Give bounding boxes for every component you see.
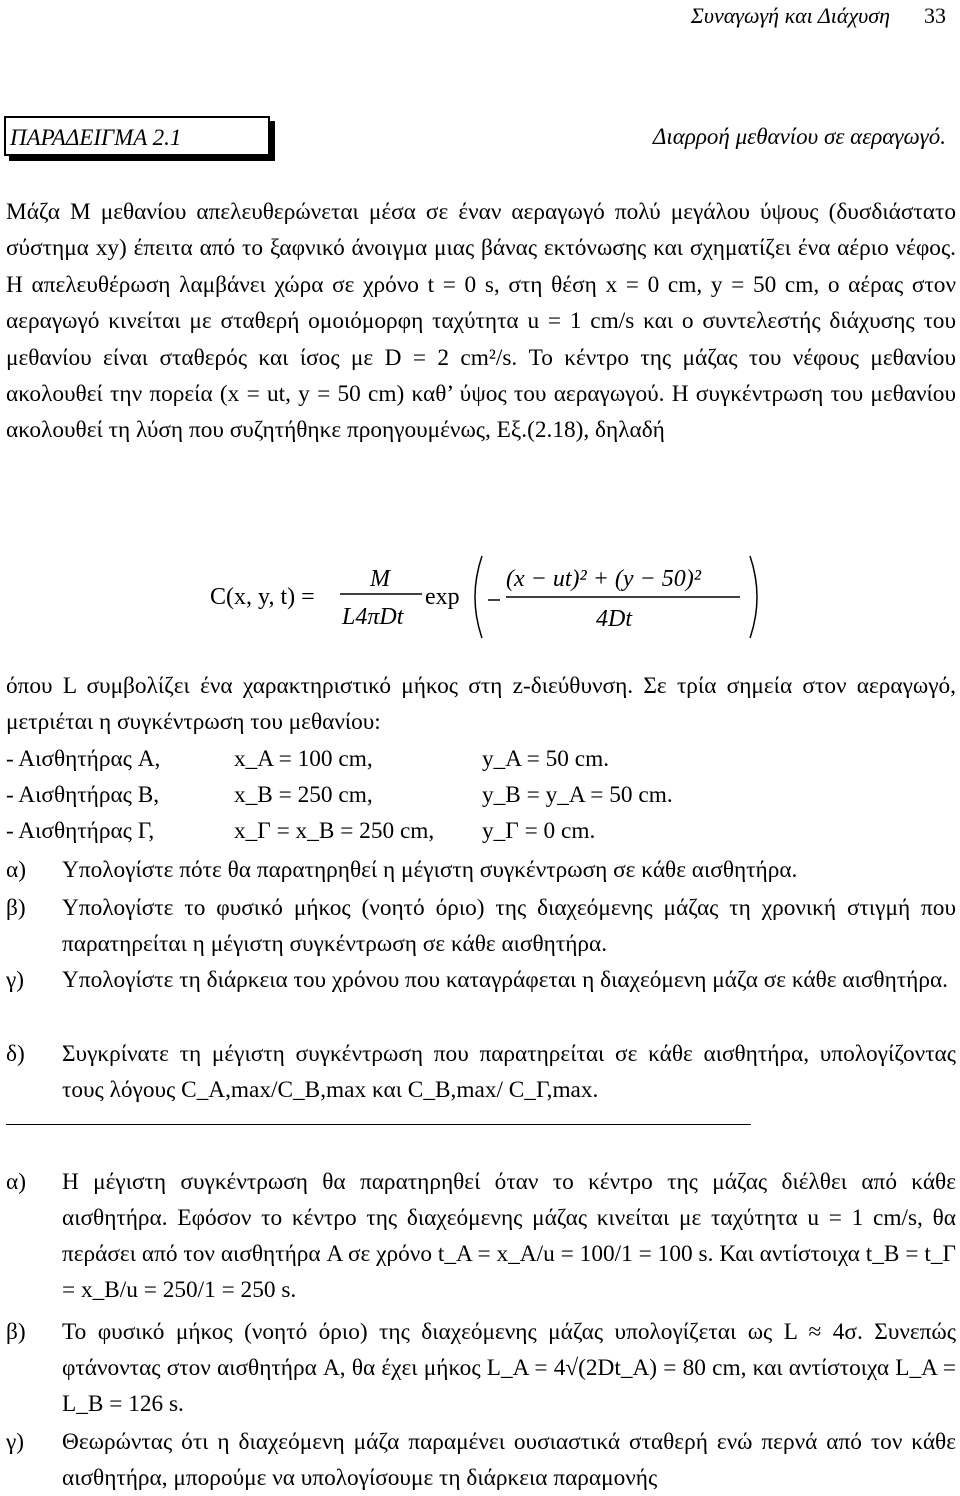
sensor-b-line <box>6 778 956 812</box>
formula-coef-num: M <box>370 566 390 592</box>
answer-c <box>6 1424 956 1496</box>
question-b-text: Υπολογίστε το φυσικό μήκος (νοητό όριο) της διαχεόμενης μάζας τη χρονική στιγμή που παρατηρείται η μέγιστη συγκέντρωση σε κάθε αισθητήρα. <box>62 895 956 957</box>
question-a-text: Υπολογίστε πότε θα παρατηρηθεί η μέγιστη συγκέντρωση σε κάθε αισθητήρα. <box>62 857 798 883</box>
formula-right-paren <box>750 556 757 638</box>
sensor-g-name: - Αισθητήρας Γ, <box>6 818 155 844</box>
sensor-b-x: x_B = 250 cm, <box>234 782 373 808</box>
example-subtitle: Διαρροή μεθανίου σε αεραγωγό. <box>652 124 946 149</box>
formula-explanation: όπου L συμβολίζει ένα χαρακτηριστικό μήκος στη z-διεύθυνση. Σε τρία σημεία στον αεραγωγό, μετριέται η συγκέντρωση του μεθανίου: <box>6 673 956 736</box>
sensor-a-line <box>6 742 956 776</box>
question-a <box>6 852 956 888</box>
solution-divider <box>6 1124 751 1125</box>
running-header-title: Συναγωγή και Διάχυση <box>690 3 890 28</box>
sensor-a-x: x_A = 100 cm, <box>234 746 373 772</box>
formula-exp-num: (x − ut)² + (y − 50)² <box>506 566 701 592</box>
problem-statement: Μάζα M μεθανίου απελευθερώνεται μέσα σε έναν αεραγωγό πολύ μεγάλου ύψους (δυσδιάστατο σύστημα xy) έπειτα από το ξαφνικό άνοιγμα μιας βάνας εκτόνωσης και σχηματίζει ένα αέριο νέφος. Η απελευθέρωση λαμβάνει χώρα σε χρόνο t = 0 s, στη θέση x = 0 cm, y = 50 cm, ο αέρας στον αεραγωγό κινείται με σταθερή ομοιόμορφη ταχύτητα u = 1 cm/s και ο συντελεστής διάχυσης του μεθανίου είναι σταθερός και ίσος με D = 2 cm²/s. Το κέντρο της μάζας του νέφους μεθανίου ακολουθεί την πορεία (x = ut, y = 50 cm) καθ’ ύψος του αεραγωγού. Η συγκέντρωση του μεθανίου ακολουθεί τη λύση που συζητήθηκε προηγουμένως, Εξ.(2.18), δηλαδή <box>6 199 956 444</box>
question-d-label: δ) <box>6 1041 25 1067</box>
question-b <box>6 890 956 962</box>
question-d-text: Συγκρίνατε τη μέγιστη συγκέντρωση που παρατηρείται σε κάθε αισθητήρα, υπολογίζοντας τους λόγους C_A,max/C_B,max και C_B,max/ C_Γ,max. <box>62 1041 956 1103</box>
answer-a <box>6 1164 956 1308</box>
page-number: 33 <box>924 3 946 28</box>
answer-a-text: Η μέγιστη συγκέντρωση θα παρατηρηθεί όταν το κέντρο της μάζας διέλθει από κάθε αισθητήρα. Εφόσον το κέντρο της διαχεόμενης μάζας κινείται με ταχύτητα u = 1 cm/s, θα περάσει από τον αισθητήρα A σε χρόνο t_A = x_A/u = 100/1 = 100 s. Και αντίστοιχα t_B = t_Γ = x_B/u = 250/1 = 250 s. <box>62 1169 956 1303</box>
answer-b-label: β) <box>6 1319 26 1345</box>
sensor-b-name: - Αισθητήρας B, <box>6 782 160 808</box>
sensor-g-line <box>6 814 956 848</box>
formula-graphic <box>210 552 770 642</box>
example-label-box: ΠΑΡΑΔΕΙΓΜΑ 2.1 <box>4 116 270 156</box>
question-c-text: Υπολογίστε τη διάρκεια του χρόνου που καταγράφεται η διαχεόμενη μάζα σε κάθε αισθητήρα. <box>62 967 948 993</box>
answer-b <box>6 1314 956 1422</box>
sensor-a-y: y_A = 50 cm. <box>482 746 610 772</box>
formula-exp-den: 4Dt <box>596 606 632 632</box>
question-a-label: α) <box>6 857 26 883</box>
concentration-formula <box>210 552 770 642</box>
formula-coef-den: L4πDt <box>342 604 404 630</box>
sensor-b-y: y_B = y_A = 50 cm. <box>482 782 673 808</box>
answer-c-text: Θεωρώντας ότι η διαχεόμενη μάζα παραμένει ουσιαστικά σταθερή ενώ περνά από τον κάθε αισθητήρα, μπορούμε να υπολογίσουμε τη διάρκεια παραμονής <box>62 1429 956 1491</box>
formula-exp-label: exp <box>425 584 460 610</box>
sensor-a-name: - Αισθητήρας A, <box>6 746 161 772</box>
question-c <box>6 962 956 998</box>
question-b-label: β) <box>6 895 26 921</box>
formula-left-paren <box>475 556 482 638</box>
question-d <box>6 1036 956 1108</box>
sensor-g-x: x_Γ = x_B = 250 cm, <box>234 818 435 844</box>
answer-b-text: Το φυσικό μήκος (νοητό όριο) της διαχεόμενης μάζας υπολογίζεται ως L ≈ 4σ. Συνεπώς φτάνοντας στον αισθητήρα A, θα έχει μήκος L_A = 4√(2Dt_A) = 80 cm, και αντίστοιχα L_A = L_B = 126 s. <box>62 1319 956 1417</box>
answer-a-label: α) <box>6 1169 26 1195</box>
sensor-g-y: y_Γ = 0 cm. <box>482 818 596 844</box>
question-c-label: γ) <box>6 967 25 993</box>
answer-c-label: γ) <box>6 1429 25 1455</box>
running-header <box>691 3 946 29</box>
formula-lhs: C(x, y, t) = <box>210 584 315 610</box>
